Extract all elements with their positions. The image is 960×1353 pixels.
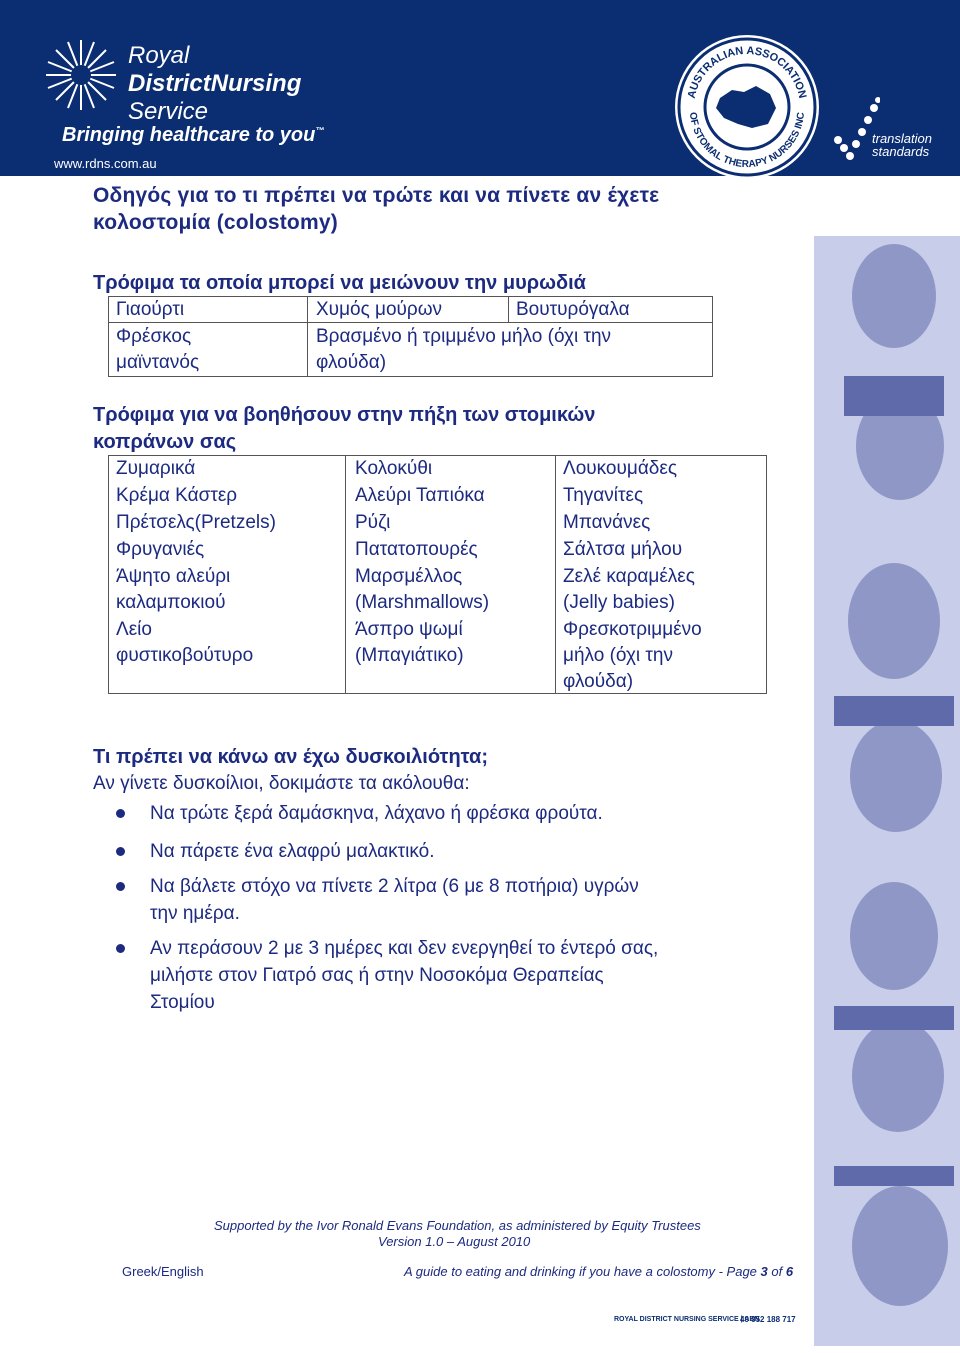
stool-heading-line2: κοπράνων σας (93, 431, 237, 453)
footer-support: Supported by the Ivor Ronald Evans Foundation, as administered by Equity Trustees (214, 1218, 701, 1233)
table-cell: Άσπρο ψωμί (355, 619, 463, 640)
list-item-line: Αν περάσουν 2 με 3 ημέρες και δεν ενεργηθεί το έντερό σας, (150, 938, 659, 959)
page-title (93, 182, 659, 236)
table-cell: Τηγανίτες (563, 485, 644, 506)
constipation-intro: Αν γίνετε δυσκοίλιοι, δοκιμάστε τα ακόλουθα: (93, 773, 470, 794)
stool-table-divider1 (345, 455, 346, 693)
table-cell: (Jelly babies) (563, 592, 675, 613)
footer-abn-number: 49 052 188 717 (740, 1315, 796, 1324)
translation-standards-text (872, 132, 932, 158)
website-link[interactable]: www.rdns.com.au (54, 156, 157, 171)
org-name-line2: DistrictNursing (128, 70, 302, 97)
table-cell: Λείο (116, 619, 152, 640)
table-cell: μήλο (όχι την (563, 645, 674, 666)
table-cell: (Marshmallows) (355, 592, 490, 613)
table-cell: Φρεσκοτριμμένο (563, 619, 702, 640)
table-cell: Γιαούρτι (116, 299, 185, 320)
table-cell: Φρέσκος (116, 326, 192, 347)
rdns-org-name (128, 42, 301, 126)
table-cell: Ζυμαρικά (116, 458, 196, 479)
table-cell: (Μπαγιάτικο) (355, 645, 464, 666)
footer-version: Version 1.0 – August 2010 (378, 1234, 531, 1249)
table-cell: Μπανάνες (563, 512, 651, 533)
seal-top-text: AUSTRALIAN ASSOCIATION (685, 44, 809, 100)
table-cell: φυστικοβούτυρο (116, 645, 254, 666)
table-cell: Σάλτσα μήλου (563, 539, 683, 560)
org-name-line1: Royal (128, 42, 190, 69)
table-cell: Φρυγανιές (116, 539, 205, 560)
list-item-line: Στομίου (150, 992, 215, 1013)
footer-language: Greek/English (122, 1264, 204, 1279)
table-cell: μαϊντανός (116, 352, 200, 373)
list-item (150, 935, 790, 1016)
list-item (150, 873, 790, 927)
list-item: Να πάρετε ένα ελαφρύ μαλακτικό. (150, 841, 435, 862)
tagline (62, 124, 324, 147)
trademark: ™ (315, 125, 325, 136)
stool-heading (93, 402, 595, 456)
odour-table-divider2 (508, 296, 509, 323)
table-cell: Πατατοπουρές (355, 539, 478, 560)
bullet-icon (116, 882, 125, 891)
seal-bottom-text: OF STOMAL THERAPY NURSES INC (686, 111, 808, 171)
table-cell: Μαρσμέλλος (355, 566, 463, 587)
bullet-icon (116, 809, 125, 818)
tagline-text: Bringing healthcare to you (62, 124, 316, 146)
footer-guide (404, 1264, 793, 1279)
list-item-line: Να βάλετε στόχο να πίνετε 2 λίτρα (6 με 8 ποτήρια) υγρών (150, 876, 639, 897)
table-cell: Ρύζι (355, 512, 391, 533)
bullet-icon (116, 847, 125, 856)
table-cell: Κολοκύθι (355, 458, 433, 479)
footer-page-number: 3 (760, 1264, 768, 1279)
footer-page-total: 6 (785, 1264, 794, 1279)
odour-table-divider1 (307, 296, 308, 376)
table-cell: Ζελέ καραμέλες (563, 566, 695, 587)
list-item: Να τρώτε ξερά δαμάσκηνα, λάχανο ή φρέσκα φρούτα. (150, 803, 603, 824)
org-name-line3: Service (128, 98, 209, 125)
stool-table-divider2 (555, 455, 556, 693)
table-cell: Βουτυρόγαλα (516, 299, 630, 320)
stool-heading-line1: Τρόφιμα για να βοηθήσουν στην πήξη των στομικών (93, 404, 596, 426)
rdns-star-logo (44, 38, 118, 112)
list-item-line: την ημέρα. (150, 903, 240, 924)
table-cell: Χυμός μούρων (316, 299, 443, 320)
table-cell: Κρέμα Κάστερ (116, 485, 238, 506)
odour-heading: Τρόφιμα τα οποία μπορεί να μειώνουν την μυρωδιά (93, 272, 586, 294)
list-item-line: μιλήστε στον Γιατρό σας ή στην Νοσοκόμα Θεραπείας (150, 965, 604, 986)
table-cell: φλούδα) (563, 671, 634, 692)
ts-line1: translation (872, 131, 932, 146)
table-cell: Αλεύρι Ταπιόκα (355, 485, 485, 506)
constipation-heading: Τι πρέπει να κάνω αν έχω δυσκοιλιότητα; (93, 746, 488, 768)
table-cell: φλούδα) (316, 352, 387, 373)
table-cell: Βρασμένο ή τριμμένο μήλο (όχι την (316, 326, 612, 347)
table-cell: Άψητο αλεύρι (116, 566, 231, 587)
aastn-seal-logo (672, 32, 822, 182)
ts-line2: standards (872, 144, 930, 159)
footer-guide-text: A guide to eating and drinking if you have a colostomy - Page (404, 1264, 761, 1279)
footer-of: of (767, 1264, 786, 1279)
table-cell: Πρέτσελς(Pretzels) (116, 512, 276, 533)
table-cell: καλαμποκιού (116, 592, 226, 613)
table-cell: Λουκουμάδες (563, 458, 678, 479)
portrait-photo-strip (814, 236, 960, 1346)
title-line2: κολοστομία (colostomy) (93, 211, 338, 234)
footer-rdns-abn-label: ROYAL DISTRICT NURSING SERVICE | ABN (614, 1316, 760, 1323)
title-line1: Οδηγός για το τι πρέπει να τρώτε και να πίνετε αν έχετε (93, 184, 660, 207)
bullet-icon (116, 944, 125, 953)
